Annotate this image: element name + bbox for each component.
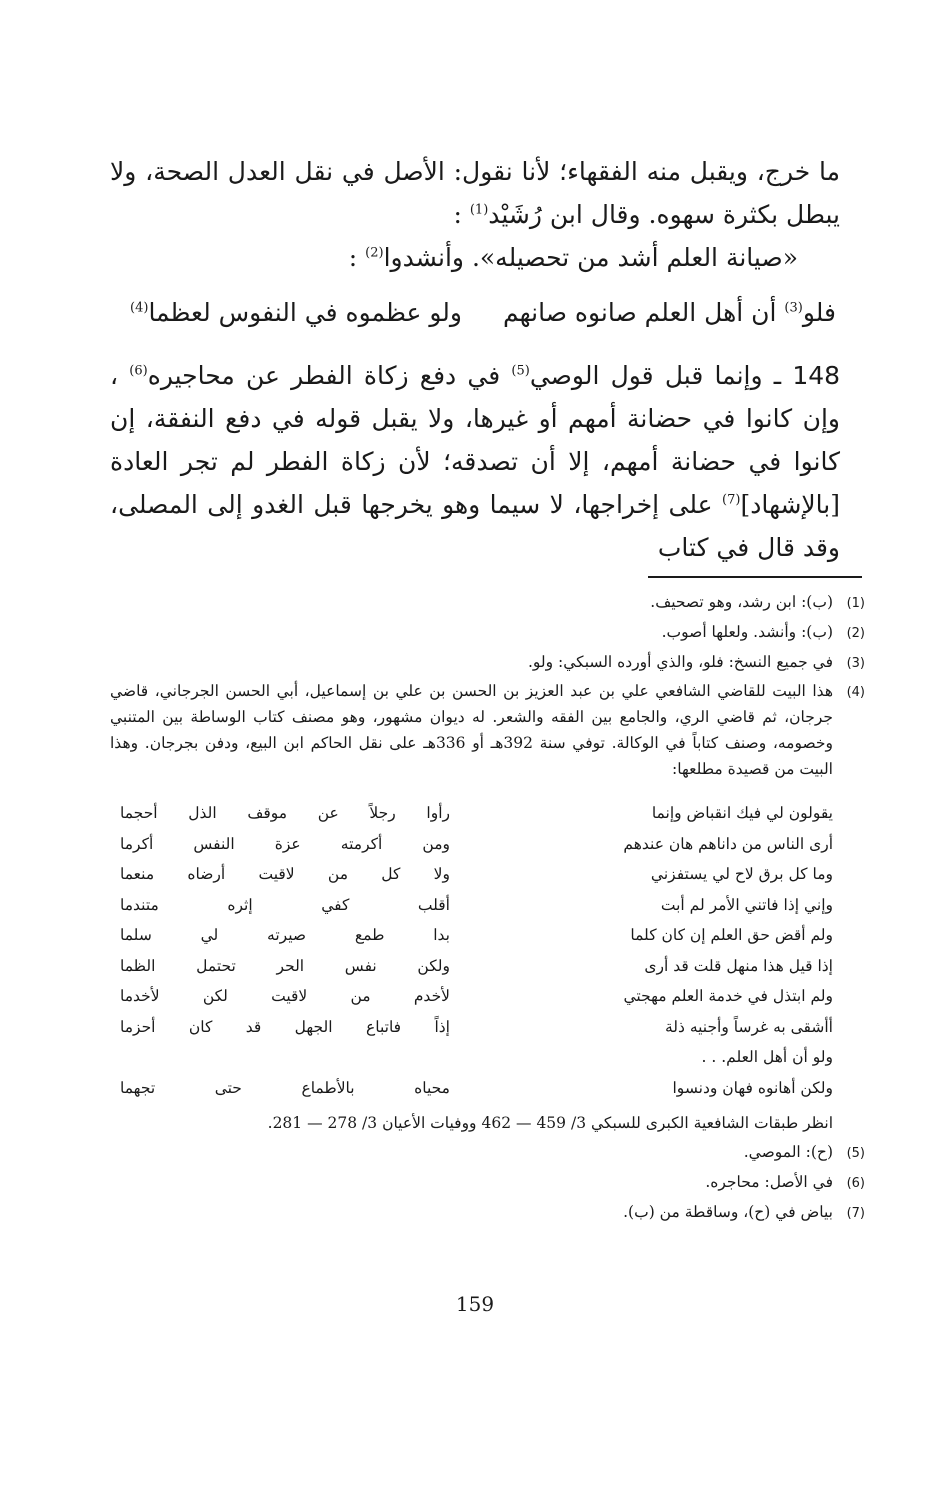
verse-hemistich-second <box>130 291 462 334</box>
hemistich-second: محياه بالأطماع حتى تجهما <box>120 1078 450 1097</box>
poem <box>120 798 833 1103</box>
quotation <box>110 236 840 279</box>
paragraph-continuation <box>110 150 840 236</box>
footnote-5 <box>110 1138 865 1168</box>
paragraph-text: ـ وإنما قبل قول الوصي <box>529 361 793 390</box>
footnote-ref-5[interactable]: (5) <box>511 363 530 379</box>
footnote-6 <box>110 1168 865 1198</box>
hemistich-second <box>120 1042 450 1073</box>
footnote-4 <box>110 678 865 782</box>
hemistich-first: ولم ابتذل في خدمة العلم مهجتي <box>623 987 833 1005</box>
footnote-number: (2) <box>846 626 865 641</box>
colon: : <box>348 243 358 272</box>
hemistich-first: أرى الناس من داناهم هان عندهم <box>623 834 833 853</box>
text-line: ما خرج، ويقبل منه الفقهاء؛ لأنا نقول: الأصل في نقل العدل الصحة، <box>145 157 840 186</box>
poem-verse <box>120 798 833 829</box>
paragraph-text: على إخراجها، لا سيما وهو يخرجها قبل الغدو إلى المصلى، وقد قال في كتاب <box>110 490 840 562</box>
poem-verse <box>120 1012 833 1043</box>
verse-word: فلو <box>802 298 836 327</box>
footnote-text: بياض في (ح)، وساقطة من (ب). <box>623 1203 833 1221</box>
hemistich-first: ولم أقض حق العلم إن كان كلما <box>630 926 833 944</box>
footnote-number: (4) <box>846 685 865 700</box>
colon: : <box>453 200 462 229</box>
paragraph-text: في دفع زكاة الفطر عن محاجيره <box>147 361 512 390</box>
footnote-number: (5) <box>846 1146 865 1161</box>
poem-verse <box>120 829 833 860</box>
footnote-ref-4[interactable]: (4) <box>130 300 149 316</box>
footnote-number: (6) <box>846 1176 865 1191</box>
text-line: ولا يبطل بكثرة سهوه. وقال ابن رُشَيْد <box>110 157 840 229</box>
poem-verse <box>120 890 833 921</box>
verse-hemistich-first <box>503 291 836 334</box>
hemistich-second: لأخدم من لاقيت لكن لأخدما <box>120 987 450 1005</box>
hemistich-second: إذاً فاتباع الجهل قد كان أحزما <box>120 1017 450 1036</box>
poem-verse <box>120 1073 833 1104</box>
poem-verse <box>120 920 833 951</box>
quote-text: «صيانة العلم أشد من تحصيله». وأنشدوا <box>383 243 798 272</box>
hemistich-first: ولكن أهانوه فهان ودنسوا <box>672 1078 833 1097</box>
hemistich-second: ومن أكرمته عزة النفس أكرما <box>120 834 450 853</box>
footnote-text: (ح): الموصي. <box>743 1143 833 1161</box>
verse-text: أن أهل العلم صانوه صانهم <box>502 298 785 327</box>
footnote-number: (7) <box>846 1206 865 1221</box>
hemistich-second: ولكن نفس الحر تحتمل الظما <box>120 956 450 975</box>
hemistich-first: وما كل برق لاح لي يستفزني <box>650 865 833 883</box>
main-text <box>110 150 840 569</box>
footnote-2 <box>110 618 865 648</box>
hemistich-first: وإني إذا فاتني الأمر لم أبت <box>660 895 833 914</box>
footnote-text: (ب): ابن رشد، وهو تصحيف. <box>650 593 833 611</box>
footnote-1 <box>110 588 865 618</box>
page-number: 159 <box>455 1292 495 1316</box>
poem-verse <box>120 981 833 1012</box>
footnote-ref-6[interactable]: (6) <box>129 363 148 379</box>
verse-text: ولو عظموه في النفوس لعظما <box>148 298 462 327</box>
footnote-text: (ب): وأنشد. ولعلها أصوب. <box>661 623 833 641</box>
footnote-ref-2[interactable]: (2) <box>365 245 384 261</box>
hemistich-second: رأوا رجلاً عن موقف الذل أحجما <box>120 804 450 822</box>
paragraph-148 <box>110 354 840 569</box>
hemistich-first: أأشقى به غرساً وأجنيه ذلة <box>664 1017 833 1036</box>
hemistich-second: بدا طمع صيرته لي سلما <box>120 926 450 944</box>
footnote-text: هذا البيت للقاضي الشافعي علي بن عبد العزيز بن الحسن بن علي بن إسماعيل، أبي الحسن الجرجاني، قاضي جرجان، ثم قاضي الري، والجامع بين الفقه والشعر. له ديوان مشهور، وهو مصنف كتاب الوساطة بين المتنبي وخصومه، وصنف كتاباً في الوكالة. توفي سنة 392هـ أو 336هـ على نقل الحاكم ابن البيع، ودفن بجرجان. وهذا البيت من قصيدة مطلعها: <box>110 682 833 778</box>
footnote-ref-3[interactable]: (3) <box>784 300 803 316</box>
footnote-text: في الأصل: محاجره. <box>705 1173 833 1191</box>
footnote-ref-1[interactable]: (1) <box>469 202 489 218</box>
footnote-separator <box>648 576 862 578</box>
footnote-number: (1) <box>846 596 865 611</box>
footnote-text: في جميع النسخ: فلو، والذي أورده السبكي: ولو. <box>527 653 833 671</box>
poem-verse <box>120 1042 833 1073</box>
footnote-ref-7[interactable]: (7) <box>722 492 741 508</box>
poem-verse <box>120 859 833 890</box>
footnote-number: (3) <box>846 656 865 671</box>
hemistich-first: يقولون لي فيك انقباض وإنما <box>651 804 833 822</box>
paragraph-text: ، وإن كانوا في حضانة أمهم أو غيرها، ولا يقبل قوله في دفع النفقة، إن كانوا في حضانة أمهم، إلا أن تصدقه؛ لأن زكاة الفطر لم تجر العادة [بالإشهاد] <box>110 361 840 519</box>
paragraph-number: 148 <box>792 361 841 390</box>
hemistich-second: ولا كل من لاقيت أرضاه منعما <box>120 865 450 883</box>
hemistich-first: إذا قيل هذا منهل قلت قد أرى <box>644 956 833 975</box>
hemistich-first: ولو أن أهل العلم. . . <box>701 1048 833 1066</box>
poem-verse <box>120 951 833 982</box>
footnotes <box>110 588 865 1228</box>
verse-line <box>110 291 840 334</box>
hemistich-second: أقلب كفي إثره متندما <box>120 895 450 914</box>
footnote-3 <box>110 648 865 678</box>
footnote-7 <box>110 1198 865 1228</box>
source-reference: انظر طبقات الشافعية الكبرى للسبكي 3/ 459 — 462 ووفيات الأعيان 3/ 278 — 281. <box>267 1114 833 1132</box>
